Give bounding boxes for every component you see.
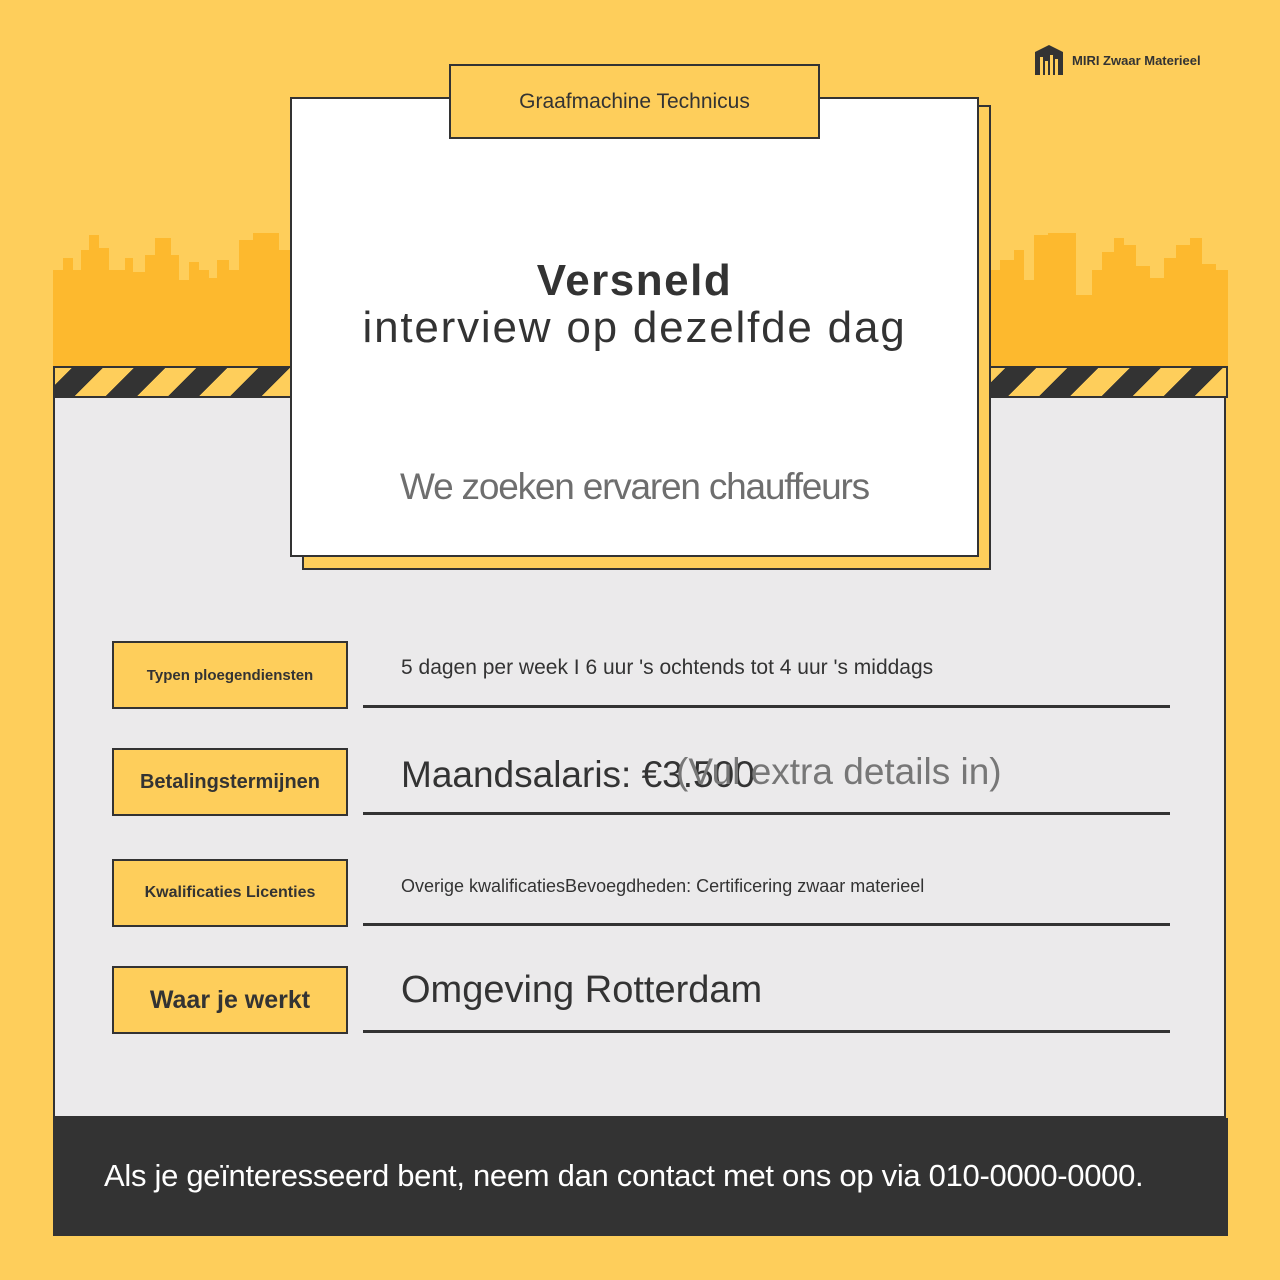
row-divider — [363, 1030, 1170, 1033]
subline: We zoeken ervaren chauffeurs — [400, 466, 869, 507]
headline-rest: interview op dezelfde dag — [362, 303, 907, 352]
contact-text: Als je geïnteresseerd bent, neem dan contact met ons op via 010-0000-0000. — [104, 1158, 1144, 1193]
placeholder-extra-details: (Vul extra details in) — [676, 751, 1002, 792]
job-title-tag: Graafmachine Technicus — [449, 64, 820, 139]
value-qualifications: Overige kwalificatiesBevoegdheden: Certificering zwaar materieel — [401, 876, 925, 896]
skyline-left-decoration — [53, 230, 293, 366]
value-work-location: Omgeving Rotterdam — [401, 969, 763, 1011]
label-shift-types: Typen ploegendiensten — [112, 641, 348, 709]
row-divider — [363, 923, 1170, 926]
miri-building-logo-icon — [1032, 43, 1066, 77]
label-payment-terms: Betalingstermijnen — [112, 748, 348, 816]
label-work-location: Waar je werkt — [112, 966, 348, 1034]
brand-name: MIRI Zwaar Materieel — [1072, 52, 1201, 68]
label-qualifications: Kwalificaties Licenties — [112, 859, 348, 927]
headline-bold: Versneld — [536, 256, 733, 305]
value-shift-types: 5 dagen per week I 6 uur 's ochtends tot 4 uur 's middags — [401, 656, 934, 679]
row-divider — [363, 705, 1170, 708]
brand-logo — [1032, 42, 1232, 78]
skyline-right-decoration — [990, 230, 1228, 366]
row-divider — [363, 812, 1170, 815]
value-payment-terms: Maandsalaris: €3.500 — [401, 754, 755, 795]
